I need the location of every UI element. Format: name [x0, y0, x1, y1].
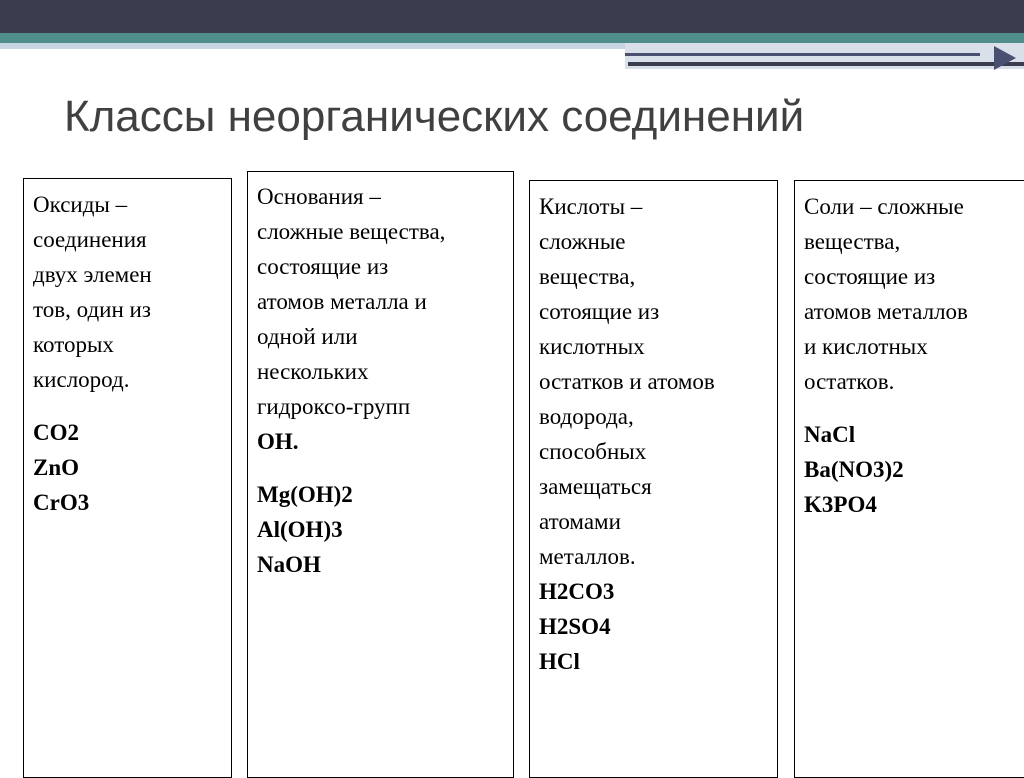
acids-description: Кислоты – сложные вещества, сотоящие из кислотных остатков и атомов водорода, способных замещаться атомами металлов.	[539, 194, 715, 569]
bases-formula-list	[257, 477, 507, 582]
formula: CrO3	[33, 490, 90, 515]
formula: H2SO4	[539, 614, 611, 639]
formula: K3PO4	[804, 492, 877, 517]
header-bar	[0, 0, 1024, 33]
formula: H2CO3	[539, 579, 615, 604]
hydroxo-group-formula: ОН.	[257, 429, 299, 454]
formula: NaCl	[804, 422, 856, 447]
slide-title: Классы неорганических соединений	[64, 92, 805, 141]
accent-stripe	[0, 33, 1024, 43]
formula: CO2	[33, 420, 79, 445]
salts-formula-list	[804, 417, 1024, 522]
formula: HCl	[539, 649, 580, 674]
bases-description: Основания – сложные вещества, состоящие из атомов металла и одной или нескольких гидроксо-групп	[257, 184, 446, 419]
arrow-icon	[994, 46, 1016, 70]
acids-box	[529, 180, 778, 778]
formula: NaOH	[257, 552, 321, 577]
accent-stripe-light	[0, 43, 625, 49]
formula: Mg(OH)2	[257, 482, 353, 507]
formula: Ba(NO3)2	[804, 457, 904, 482]
oxides-box	[23, 178, 232, 778]
decorative-line	[625, 53, 980, 56]
acids-formula-list	[539, 574, 771, 679]
formula: Al(OH)3	[257, 517, 343, 542]
salts-box	[794, 180, 1024, 778]
bases-box	[247, 171, 514, 778]
salts-description: Соли – сложные вещества, состоящие из атомов металлов и кислотных остатков.	[804, 194, 968, 394]
decorative-line	[628, 62, 1024, 66]
formula: ZnO	[33, 455, 80, 480]
oxides-description: Оксиды – соединения двух элемен тов, один из которых кислород.	[33, 192, 152, 392]
oxides-formula-list	[33, 415, 225, 520]
